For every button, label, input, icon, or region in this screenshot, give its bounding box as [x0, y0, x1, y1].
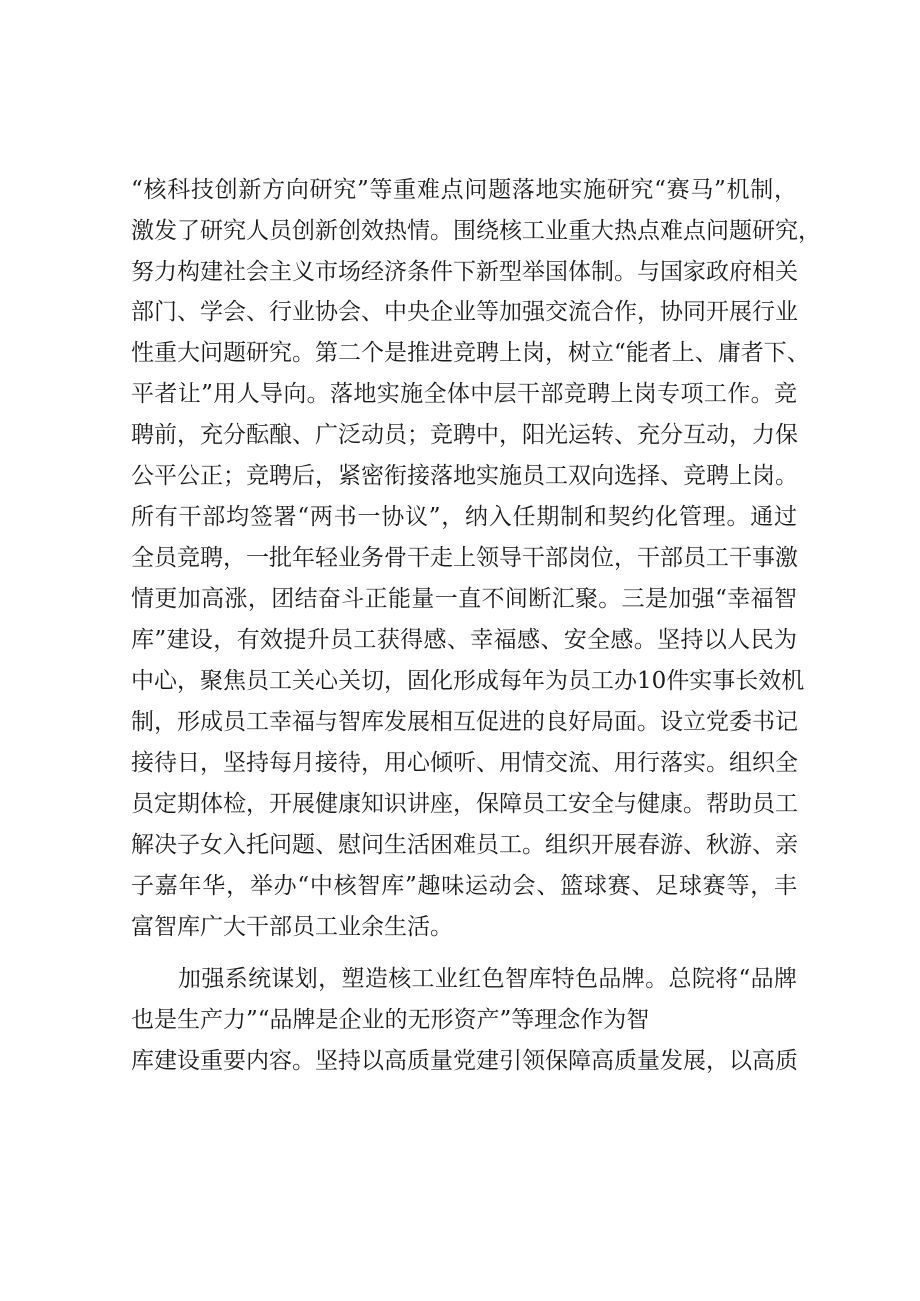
text-line: 全员竞聘，一批年轻业务骨干走上领导干部岗位，干部员工干事激: [131, 545, 798, 571]
text-line: 员定期体检，开展健康知识讲座，保障员工安全与健康。帮助员工: [131, 791, 798, 817]
text-line: 也是生产力”“品牌是企业的无形资产”等理念作为智: [131, 1007, 650, 1033]
text-line: 所有干部均签署“两书一协议”，纳入任期制和契约化管理。通过: [131, 504, 797, 530]
text-line: 解决子女入托问题、慰问生活困难员工。组织开展春游、秋游、亲: [131, 832, 798, 858]
text-line: 制，形成员工幸福与智库发展相互促进的良好局面。设立党委书记: [131, 709, 798, 735]
text-line: 公平公正；竞聘后，紧密衔接落地实施员工双向选择、竞聘上岗。: [131, 463, 798, 489]
text-line: 努力构建社会主义市场经济条件下新型举国体制。与国家政府相关: [131, 259, 798, 285]
text-line: 库”建设，有效提升员工获得感、幸福感、安全感。坚持以人民为: [131, 627, 797, 653]
text-line: “核科技创新方向研究”等重难点问题落地实施研究“赛马”机制，: [131, 177, 797, 203]
text-line: 部门、学会、行业协会、中央企业等加强交流合作，协同开展行业: [131, 299, 798, 325]
text-line: 库建设重要内容。坚持以高质量党建引领保障高质量发展，以高质: [131, 1048, 798, 1074]
text-line: 激发了研究人员创新创效热情。围绕核工业重大热点难点问题研究，: [131, 218, 821, 244]
text-line: 聘前，充分酝酿、广泛动员；竞聘中，阳光运转、充分互动，力保: [131, 422, 798, 448]
text-line: 情更加高涨，团结奋斗正能量一直不间断汇聚。三是加强“幸福智: [131, 586, 797, 612]
text-line: 平者让”用人导向。落地实施全体中层干部竞聘上岗专项工作。竞: [131, 381, 797, 407]
text-line: 接待日，坚持每月接待，用心倾听、用情交流、用行落实。组织全: [131, 750, 798, 776]
text-line: 富智库广大干部员工业余生活。: [131, 914, 453, 940]
text-line: 子嘉年华，举办“中核智库”趣味运动会、篮球赛、足球赛等，丰: [131, 873, 797, 899]
text-line: 中心，聚焦员工关心关切，固化形成每年为员工办10件实事长效机: [131, 668, 805, 694]
text-line: 加强系统谋划，塑造核工业红色智库特色品牌。总院将“品牌: [178, 966, 797, 992]
text-line: 性重大问题研究。第二个是推进竞聘上岗，树立“能者上、庸者下、: [131, 340, 810, 366]
